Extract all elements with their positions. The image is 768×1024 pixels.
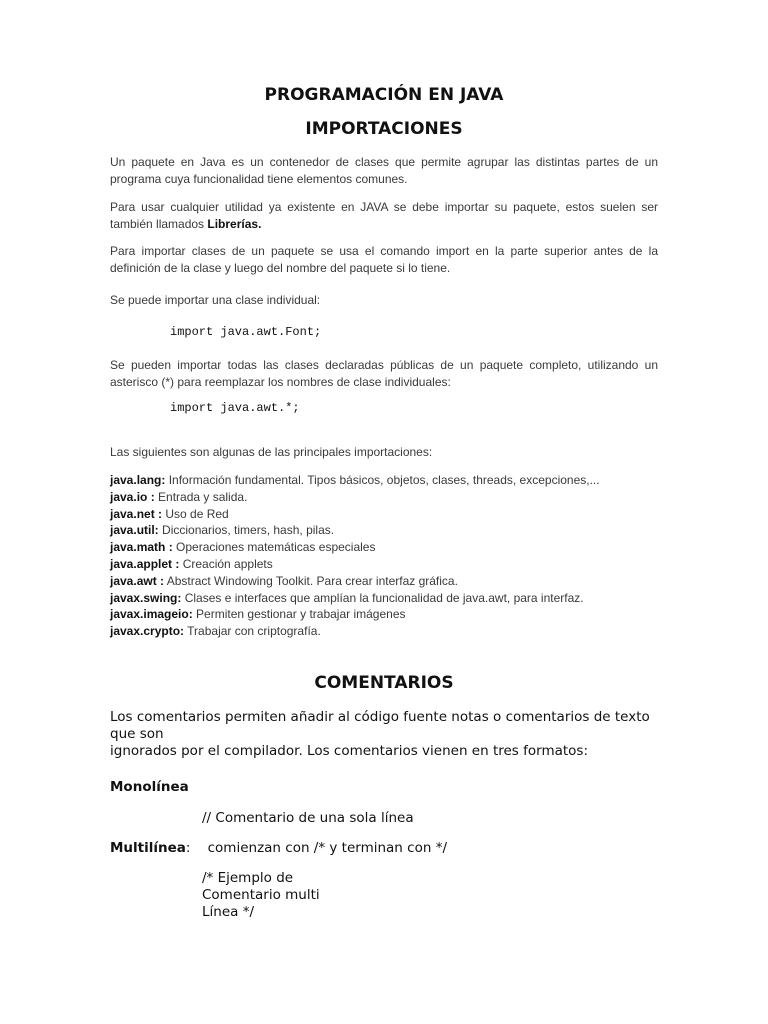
package-description: Clases e interfaces que amplían la funcionalidad de java.awt, para interfaz.: [181, 590, 584, 605]
package-description: Información fundamental. Tipos básicos, objetos, clases, threads, excepciones,...: [165, 473, 600, 487]
package-description: Uso de Red: [162, 506, 229, 521]
list-item: [110, 623, 670, 640]
paragraph-import-utility-text: Para usar cualquier utilidad ya existente en JAVA se debe importar su paquete, estos suelen ser también llamados: [110, 200, 658, 231]
code-import-single: import java.awt.Font;: [170, 325, 322, 339]
monoline-heading: Monolínea: [110, 779, 189, 795]
list-item: [110, 539, 670, 556]
comments-intro-line: Los comentarios permiten añadir al código fuente notas o comentarios de texto que son: [110, 709, 650, 742]
package-name: java.net :: [110, 506, 163, 521]
paragraph-import-command: Para importar clases de un paquete se usa el comando import en la parte superior antes de la definición de la clase y luego del nombre del paquete si lo tiene.: [110, 244, 658, 275]
paragraph-main-imports: Las siguientes son algunas de las principales importaciones:: [110, 445, 433, 459]
package-name: java.awt :: [110, 573, 165, 588]
package-description: Entrada y salida.: [154, 489, 248, 504]
list-item: [110, 606, 670, 623]
package-name: java.util:: [110, 523, 159, 538]
list-item: [110, 506, 670, 523]
list-item: [110, 590, 670, 607]
package-description: Abstract Windowing Toolkit. Para crear interfaz gráfica.: [164, 573, 458, 588]
paragraph-single-import: Se puede importar una clase individual:: [110, 293, 321, 307]
list-item: [110, 573, 670, 590]
multiline-example: [202, 870, 320, 921]
paragraph-wildcard-import: Se pueden importar todas las clases declaradas públicas de un paquete completo, utilizando un asterisco (*) para reemplazar los nombres de clase individuales:: [110, 358, 658, 389]
code-import-wildcard: import java.awt.*;: [170, 401, 300, 415]
multiline-heading: Multilínea: [110, 840, 186, 856]
list-item: [110, 489, 670, 506]
multiline-description: comienzan con /* y terminan con */: [190, 840, 447, 856]
package-name: java.lang:: [110, 473, 166, 487]
libraries-term: Librerías.: [207, 217, 262, 231]
paragraph-package-definition: Un paquete en Java es un contenedor de clases que permite agrupar las distintas partes de un programa cuya funcionalidad tiene elementos comunes.: [110, 155, 658, 186]
package-description: Creación applets: [179, 556, 273, 571]
comments-heading: COMENTARIOS: [314, 673, 454, 693]
monoline-example: // Comentario de una sola línea: [202, 810, 414, 826]
multiline-colon: :: [185, 840, 191, 856]
package-name: javax.swing:: [110, 590, 182, 605]
package-name: java.math :: [110, 540, 173, 555]
list-item: [110, 522, 670, 539]
multiline-heading-row: [110, 840, 447, 857]
imports-heading: IMPORTACIONES: [305, 119, 463, 139]
package-name: javax.imageio:: [110, 607, 193, 622]
package-description: Operaciones matemáticas especiales: [172, 540, 376, 555]
comments-intro-line: ignorados por el compilador. Los comentarios vienen en tres formatos:: [110, 743, 589, 759]
imports-list: [110, 472, 670, 640]
package-description: Diccionarios, timers, hash, pilas.: [158, 523, 335, 538]
multiline-example-line: /* Ejemplo de: [202, 870, 294, 886]
paragraph-import-utility: [110, 199, 658, 233]
package-description: Trabajar con criptografía.: [184, 624, 321, 639]
document-title: PROGRAMACIÓN EN JAVA: [264, 85, 504, 105]
list-item: [110, 472, 670, 489]
multiline-example-line: Comentario multi: [202, 887, 320, 903]
multiline-example-line: Línea */: [202, 904, 254, 920]
package-description: Permiten gestionar y trabajar imágenes: [192, 607, 406, 622]
package-name: java.applet :: [110, 556, 180, 571]
package-name: java.io :: [110, 489, 155, 504]
comments-intro: [110, 709, 670, 760]
package-name: javax.crypto:: [110, 624, 185, 639]
list-item: [110, 556, 670, 573]
